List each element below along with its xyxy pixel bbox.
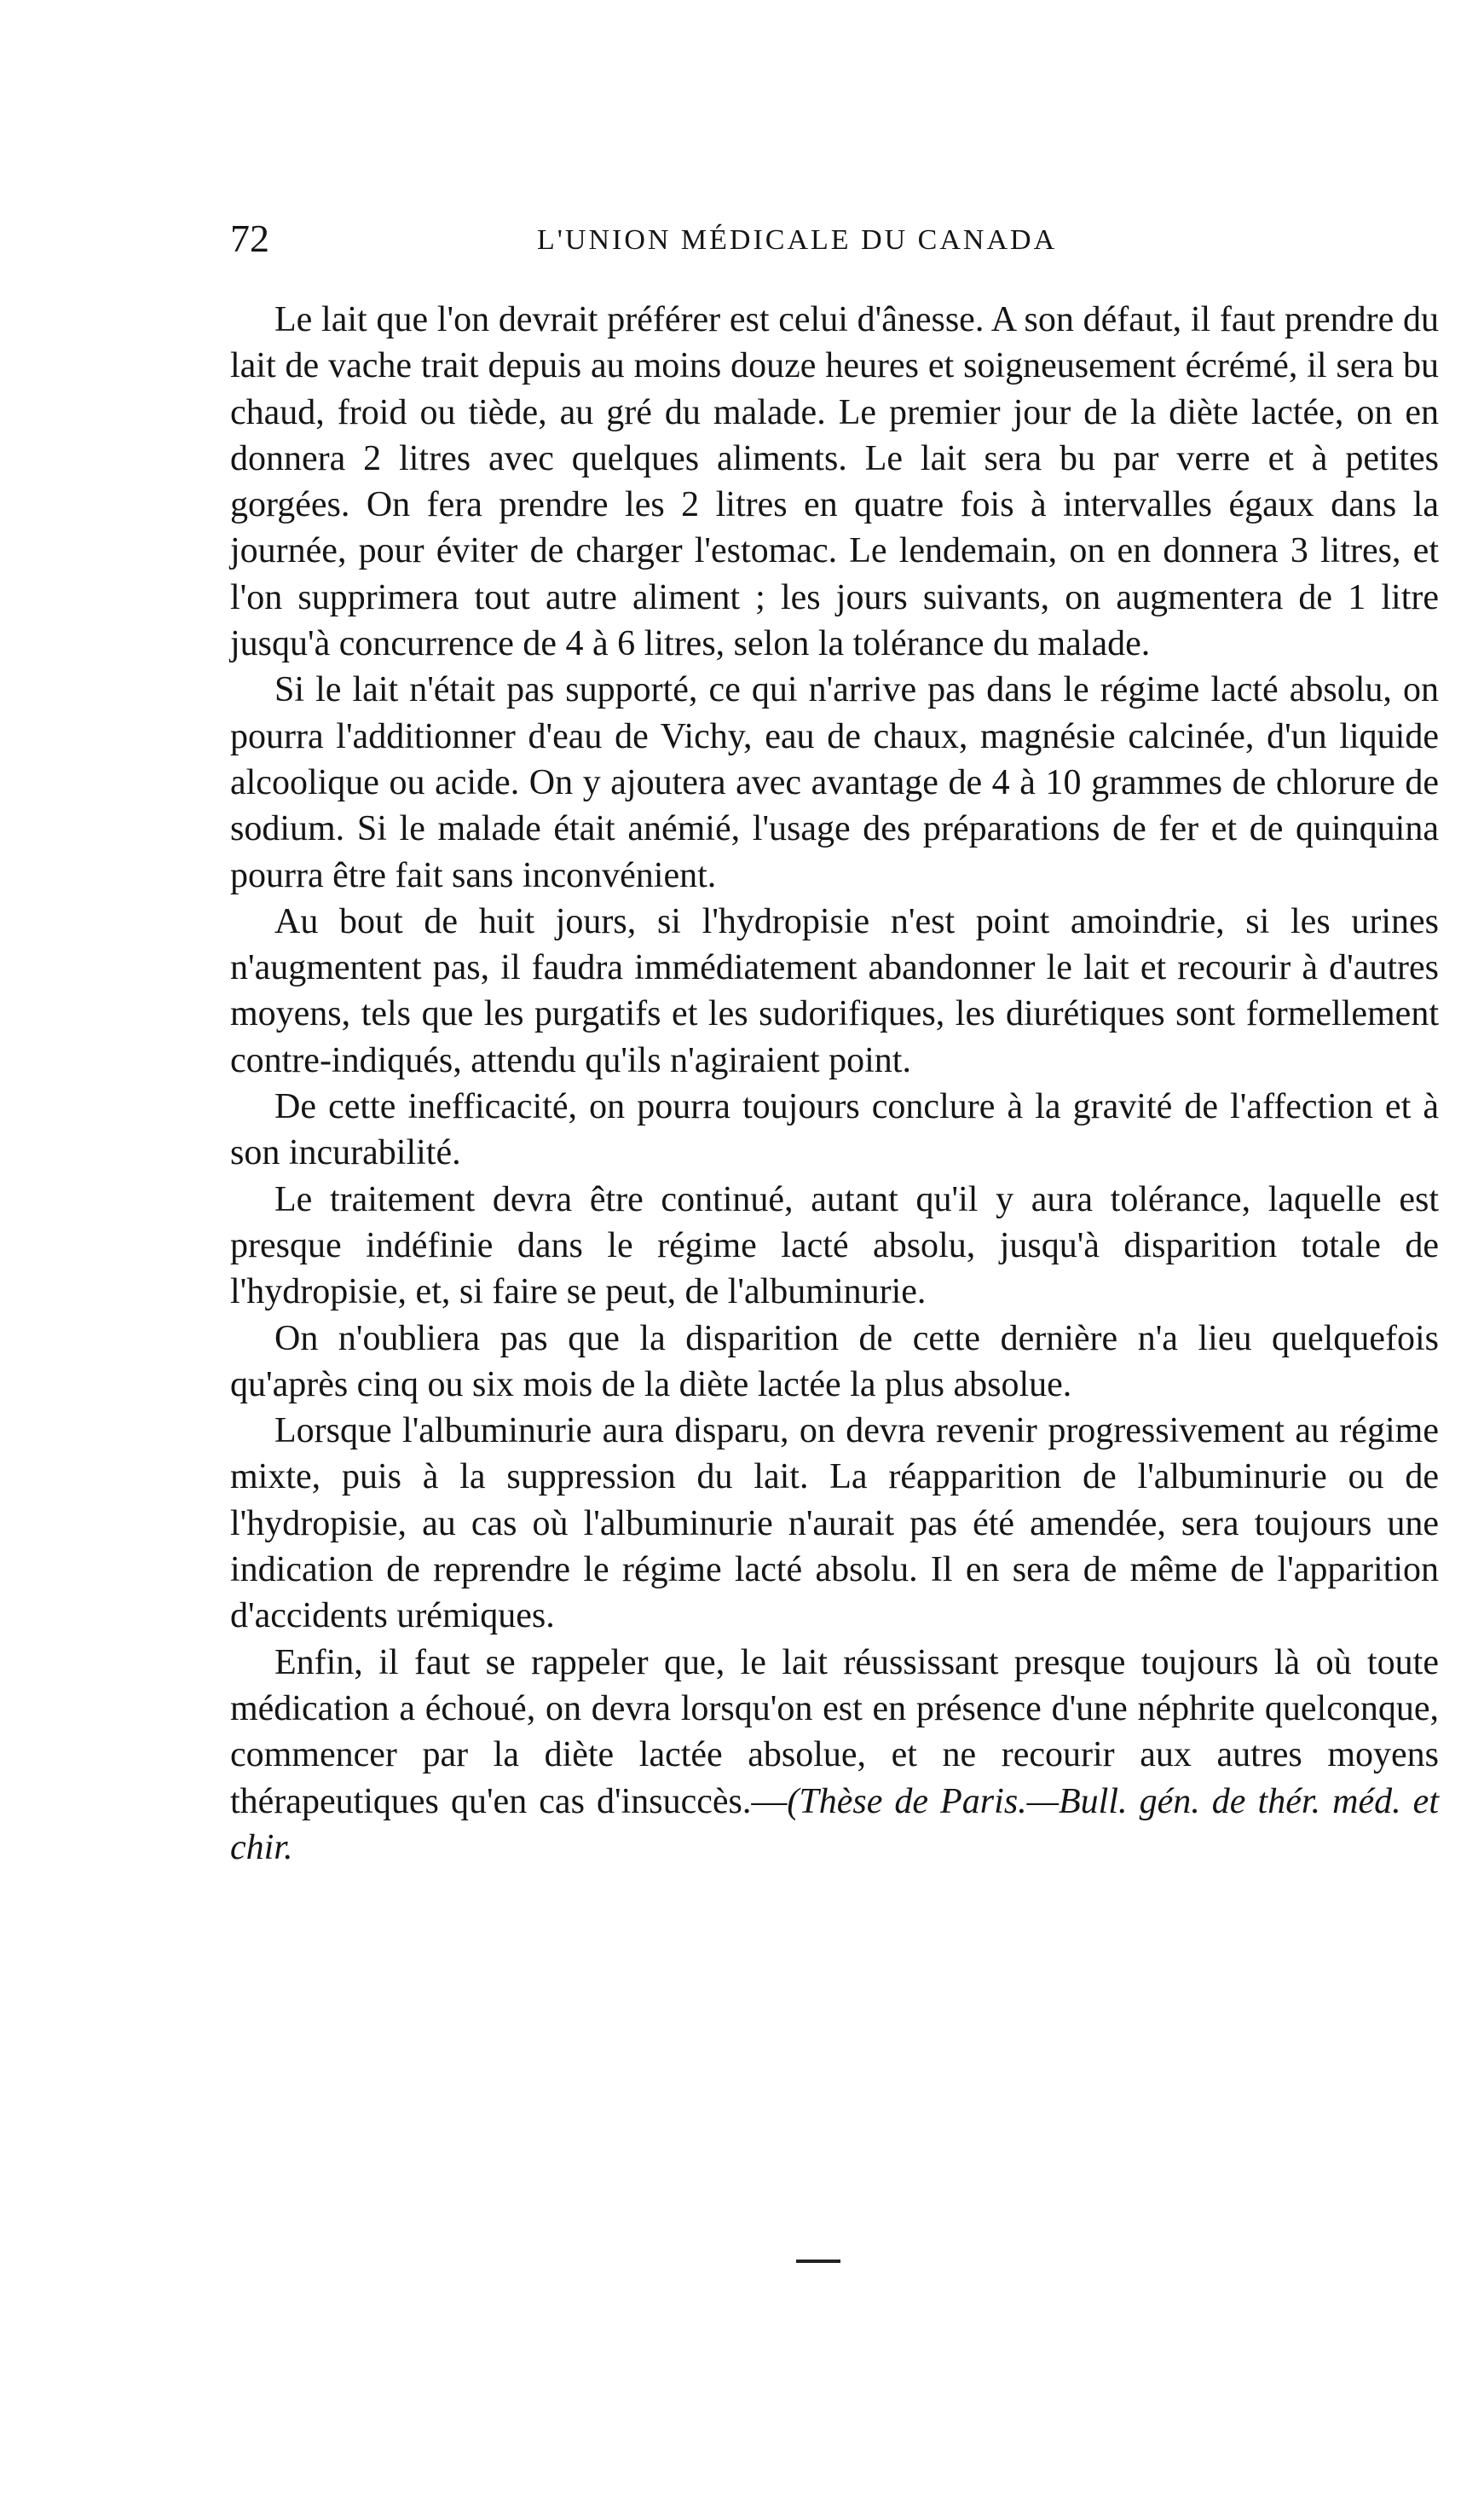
paragraph-conclusion [230, 1640, 1439, 1871]
running-title: L'UNION MÉDICALE DU CANADA [537, 224, 1058, 256]
paragraph-milk-diet [230, 297, 1439, 667]
paragraph-text: Lorsque l'albuminurie aura disparu, on devra revenir progressivement au régime mixte, puis à la suppression du lait. La réapparition de l'albuminurie ou de l'hydropisie, au cas où l'albuminurie n'aurait pas été amendée, sera toujours une indication de reprendre le régime lacté absolu. Il en sera de même de l'apparition d'accidents urémiques. [230, 1411, 1439, 1636]
paragraph-albuminuria-delay [230, 1316, 1439, 1409]
paragraph-return-mixed-diet [230, 1408, 1439, 1639]
paragraph-text: Le lait que l'on devrait préférer est celui d'ânesse. A son défaut, il faut prendre du lait de vache trait depuis au moins douze heures et soigneusement écrémé, il sera bu chaud, froid ou tiède, au gré du malade. Le premier jour de la diète lactée, on en donnera 2 litres avec quelques aliments. Le lait sera bu par verre et à petites gorgées. On fera prendre les 2 litres en quatre fois à intervalles égaux dans la journée, pour éviter de charger l'estomac. Le lendemain, on en donnera 3 litres, et l'on supprimera tout autre aliment ; les jours suivants, on augmentera de 1 litre jusqu'à concurrence de 4 à 6 litres, selon la tolérance du malade. [230, 300, 1439, 664]
paragraph-inefficacy [230, 1084, 1439, 1177]
article-body [230, 297, 1439, 1871]
page-header [230, 213, 1151, 264]
paragraph-treatment-duration [230, 1177, 1439, 1316]
paragraph-text: Au bout de huit jours, si l'hydropisie n'est point amoindrie, si les urines n'augmentent pas, il faudra immédiatement abandonner le lait et recourir à d'autres moyens, tels que les purgatifs et les sudorifiques, les diurétiques sont formellement contre-indiqués, attendu qu'ils n'agiraient point. [230, 901, 1439, 1080]
paragraph-text: Si le lait n'était pas supporté, ce qui n'arrive pas dans le régime lacté absolu, on pourra l'additionner d'eau de Vichy, eau de chaux, magnésie calcinée, d'un liquide alcoolique ou acide. On y ajoutera avec avantage de 4 à 10 grammes de chlorure de sodium. Si le malade était anémié, l'usage des préparations de fer et de quinquina pourra être fait sans inconvénient. [230, 670, 1439, 895]
paragraph-text: On n'oubliera pas que la disparition de cette dernière n'a lieu quelquefois qu'après cinq ou six mois de la diète lactée la plus absolue. [230, 1318, 1439, 1404]
page-number: 72 [230, 217, 269, 260]
paragraph-eight-days [230, 899, 1439, 1084]
end-rule [796, 2260, 840, 2263]
paragraph-text: De cette inefficacité, on pourra toujours conclure à la gravité de l'affection et à son incurabilité. [230, 1087, 1439, 1173]
paragraph-milk-additives [230, 667, 1439, 898]
paragraph-text: Enfin, il faut se rappeler que, le lait réussissant presque toujours là où toute médication a échoué, on devra lorsqu'on est en présence d'une néphrite quelconque, commencer par la diète lactée absolue, et ne recourir aux autres moyens thérapeutiques qu'en cas d'insuccès.— [230, 1642, 1439, 1821]
paragraph-text: Le traitement devra être continué, autant qu'il y aura tolérance, laquelle est presque indéfinie dans le régime lacté absolu, jusqu'à disparition totale de l'hydropisie, et, si faire se peut, de l'albuminurie. [230, 1179, 1439, 1312]
source-citation: (Thèse de Paris.—Bull. gén. de thér. méd. et chir. [230, 1781, 1439, 1867]
